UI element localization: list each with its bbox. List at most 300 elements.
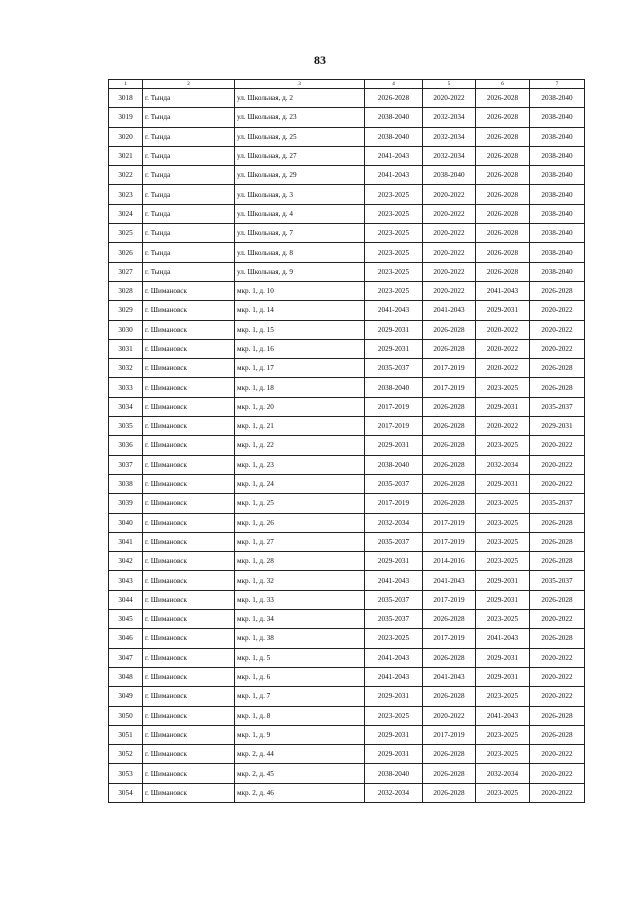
period-cell: 2020-2022 — [423, 89, 476, 108]
table-row — [109, 417, 585, 436]
table-row — [109, 204, 585, 223]
table-row — [109, 89, 585, 108]
period-cell: 2041-2043 — [365, 166, 423, 185]
row-number-cell: 3044 — [109, 590, 143, 609]
period-cell: 2023-2025 — [476, 494, 530, 513]
city-cell: г. Шимановск — [143, 513, 235, 532]
row-number-cell: 3026 — [109, 243, 143, 262]
column-header: 6 — [476, 80, 530, 89]
address-cell: мкр. 1, д. 33 — [235, 590, 365, 609]
table-row — [109, 281, 585, 300]
period-cell: 2017-2019 — [423, 590, 476, 609]
city-cell: г. Тында — [143, 108, 235, 127]
period-cell: 2026-2028 — [476, 224, 530, 243]
period-cell: 2038-2040 — [530, 166, 585, 185]
period-cell: 2041-2043 — [365, 571, 423, 590]
period-cell: 2017-2019 — [365, 417, 423, 436]
period-cell: 2020-2022 — [530, 764, 585, 783]
address-cell: ул. Школьная, д. 3 — [235, 185, 365, 204]
table-row — [109, 610, 585, 629]
address-cell: мкр. 1, д. 18 — [235, 378, 365, 397]
city-cell: г. Шимановск — [143, 764, 235, 783]
address-cell: ул. Школьная, д. 4 — [235, 204, 365, 223]
row-number-cell: 3053 — [109, 764, 143, 783]
period-cell: 2020-2022 — [530, 320, 585, 339]
period-cell: 2029-2031 — [476, 571, 530, 590]
period-cell: 2023-2025 — [476, 513, 530, 532]
table-row — [109, 397, 585, 416]
period-cell: 2038-2040 — [530, 243, 585, 262]
period-cell: 2026-2028 — [423, 494, 476, 513]
period-cell: 2035-2037 — [365, 359, 423, 378]
period-cell: 2020-2022 — [530, 610, 585, 629]
city-cell: г. Тында — [143, 89, 235, 108]
row-number-cell: 3029 — [109, 301, 143, 320]
city-cell: г. Шимановск — [143, 783, 235, 802]
period-cell: 2023-2025 — [476, 783, 530, 802]
row-number-cell: 3023 — [109, 185, 143, 204]
period-cell: 2026-2028 — [530, 706, 585, 725]
address-cell: мкр. 1, д. 14 — [235, 301, 365, 320]
period-cell: 2038-2040 — [530, 108, 585, 127]
period-cell: 2023-2025 — [365, 224, 423, 243]
period-cell: 2041-2043 — [423, 571, 476, 590]
table-row — [109, 339, 585, 358]
period-cell: 2026-2028 — [423, 610, 476, 629]
city-cell: г. Тында — [143, 185, 235, 204]
address-cell: мкр. 1, д. 26 — [235, 513, 365, 532]
period-cell: 2041-2043 — [476, 629, 530, 648]
row-number-cell: 3037 — [109, 455, 143, 474]
table-row — [109, 185, 585, 204]
period-cell: 2032-2034 — [365, 513, 423, 532]
period-cell: 2032-2034 — [423, 127, 476, 146]
city-cell: г. Шимановск — [143, 590, 235, 609]
address-cell: ул. Школьная, д. 25 — [235, 127, 365, 146]
period-cell: 2017-2019 — [423, 629, 476, 648]
period-cell: 2041-2043 — [365, 648, 423, 667]
city-cell: г. Шимановск — [143, 397, 235, 416]
period-cell: 2026-2028 — [530, 281, 585, 300]
period-cell: 2029-2031 — [476, 648, 530, 667]
address-cell: мкр. 2, д. 44 — [235, 745, 365, 764]
period-cell: 2041-2043 — [476, 706, 530, 725]
table-row — [109, 513, 585, 532]
row-number-cell: 3041 — [109, 532, 143, 551]
period-cell: 2017-2019 — [423, 532, 476, 551]
address-cell: ул. Школьная, д. 2 — [235, 89, 365, 108]
period-cell: 2026-2028 — [423, 474, 476, 493]
period-cell: 2026-2028 — [530, 629, 585, 648]
city-cell: г. Шимановск — [143, 571, 235, 590]
table-row — [109, 571, 585, 590]
period-cell: 2026-2028 — [423, 745, 476, 764]
row-number-cell: 3021 — [109, 146, 143, 165]
table-row — [109, 783, 585, 802]
city-cell: г. Шимановск — [143, 320, 235, 339]
row-number-cell: 3038 — [109, 474, 143, 493]
table-row — [109, 667, 585, 686]
period-cell: 2020-2022 — [530, 667, 585, 686]
period-cell: 2026-2028 — [423, 648, 476, 667]
city-cell: г. Тында — [143, 146, 235, 165]
address-cell: мкр. 1, д. 28 — [235, 552, 365, 571]
period-cell: 2026-2028 — [476, 108, 530, 127]
period-cell: 2026-2028 — [476, 146, 530, 165]
period-cell: 2038-2040 — [530, 146, 585, 165]
period-cell: 2038-2040 — [365, 378, 423, 397]
table-header — [109, 80, 585, 89]
period-cell: 2029-2031 — [476, 667, 530, 686]
table-row — [109, 301, 585, 320]
address-cell: мкр. 2, д. 46 — [235, 783, 365, 802]
table-row — [109, 474, 585, 493]
period-cell: 2020-2022 — [476, 359, 530, 378]
period-cell: 2038-2040 — [365, 455, 423, 474]
address-cell: ул. Школьная, д. 9 — [235, 262, 365, 281]
period-cell: 2017-2019 — [423, 378, 476, 397]
period-cell: 2029-2031 — [530, 417, 585, 436]
period-cell: 2026-2028 — [530, 725, 585, 744]
period-cell: 2038-2040 — [365, 764, 423, 783]
table-row — [109, 378, 585, 397]
period-cell: 2026-2028 — [423, 397, 476, 416]
period-cell: 2026-2028 — [423, 687, 476, 706]
period-cell: 2023-2025 — [365, 243, 423, 262]
city-cell: г. Шимановск — [143, 687, 235, 706]
city-cell: г. Шимановск — [143, 725, 235, 744]
table-row — [109, 725, 585, 744]
column-header: 5 — [423, 80, 476, 89]
row-number-cell: 3022 — [109, 166, 143, 185]
address-cell: мкр. 1, д. 23 — [235, 455, 365, 474]
period-cell: 2029-2031 — [476, 301, 530, 320]
city-cell: г. Шимановск — [143, 494, 235, 513]
address-cell: мкр. 1, д. 7 — [235, 687, 365, 706]
table-row — [109, 706, 585, 725]
row-number-cell: 3034 — [109, 397, 143, 416]
period-cell: 2029-2031 — [365, 745, 423, 764]
period-cell: 2020-2022 — [423, 281, 476, 300]
period-cell: 2026-2028 — [476, 262, 530, 281]
address-cell: ул. Школьная, д. 23 — [235, 108, 365, 127]
address-cell: мкр. 1, д. 15 — [235, 320, 365, 339]
address-cell: мкр. 1, д. 17 — [235, 359, 365, 378]
period-cell: 2029-2031 — [365, 320, 423, 339]
period-cell: 2026-2028 — [476, 204, 530, 223]
city-cell: г. Шимановск — [143, 417, 235, 436]
period-cell: 2035-2037 — [365, 610, 423, 629]
city-cell: г. Тында — [143, 243, 235, 262]
address-cell: мкр. 1, д. 34 — [235, 610, 365, 629]
address-cell: мкр. 1, д. 25 — [235, 494, 365, 513]
period-cell: 2026-2028 — [530, 552, 585, 571]
period-cell: 2032-2034 — [476, 455, 530, 474]
row-number-cell: 3046 — [109, 629, 143, 648]
city-cell: г. Шимановск — [143, 281, 235, 300]
address-cell: мкр. 1, д. 32 — [235, 571, 365, 590]
period-cell: 2029-2031 — [365, 436, 423, 455]
period-cell: 2032-2034 — [476, 764, 530, 783]
period-cell: 2020-2022 — [530, 301, 585, 320]
table-row — [109, 648, 585, 667]
city-cell: г. Шимановск — [143, 629, 235, 648]
period-cell: 2023-2025 — [476, 436, 530, 455]
period-cell: 2026-2028 — [423, 436, 476, 455]
data-table — [108, 79, 585, 803]
table-row — [109, 494, 585, 513]
address-cell: ул. Школьная, д. 27 — [235, 146, 365, 165]
city-cell: г. Шимановск — [143, 301, 235, 320]
period-cell: 2041-2043 — [423, 667, 476, 686]
table-row — [109, 166, 585, 185]
period-cell: 2029-2031 — [476, 590, 530, 609]
city-cell: г. Тында — [143, 127, 235, 146]
period-cell: 2023-2025 — [476, 610, 530, 629]
city-cell: г. Шимановск — [143, 610, 235, 629]
address-cell: мкр. 1, д. 6 — [235, 667, 365, 686]
city-cell: г. Шимановск — [143, 474, 235, 493]
period-cell: 2026-2028 — [423, 339, 476, 358]
period-cell: 2023-2025 — [365, 281, 423, 300]
row-number-cell: 3052 — [109, 745, 143, 764]
row-number-cell: 3019 — [109, 108, 143, 127]
period-cell: 2020-2022 — [476, 339, 530, 358]
city-cell: г. Тында — [143, 166, 235, 185]
address-cell: ул. Школьная, д. 7 — [235, 224, 365, 243]
period-cell: 2017-2019 — [423, 513, 476, 532]
row-number-cell: 3036 — [109, 436, 143, 455]
table-row — [109, 320, 585, 339]
period-cell: 2038-2040 — [530, 89, 585, 108]
period-cell: 2026-2028 — [530, 378, 585, 397]
period-cell: 2017-2019 — [423, 725, 476, 744]
period-cell: 2020-2022 — [423, 185, 476, 204]
city-cell: г. Шимановск — [143, 436, 235, 455]
period-cell: 2020-2022 — [530, 783, 585, 802]
period-cell: 2035-2037 — [365, 532, 423, 551]
period-cell: 2020-2022 — [423, 262, 476, 281]
row-number-cell: 3047 — [109, 648, 143, 667]
period-cell: 2026-2028 — [476, 127, 530, 146]
period-cell: 2041-2043 — [365, 667, 423, 686]
city-cell: г. Тында — [143, 204, 235, 223]
address-cell: мкр. 2, д. 45 — [235, 764, 365, 783]
column-header: 2 — [143, 80, 235, 89]
column-header: 3 — [235, 80, 365, 89]
period-cell: 2038-2040 — [530, 204, 585, 223]
table-row — [109, 108, 585, 127]
column-header: 4 — [365, 80, 423, 89]
city-cell: г. Шимановск — [143, 359, 235, 378]
address-cell: мкр. 1, д. 16 — [235, 339, 365, 358]
period-cell: 2023-2025 — [476, 532, 530, 551]
row-number-cell: 3031 — [109, 339, 143, 358]
period-cell: 2026-2028 — [476, 89, 530, 108]
period-cell: 2020-2022 — [530, 436, 585, 455]
row-number-cell: 3042 — [109, 552, 143, 571]
city-cell: г. Шимановск — [143, 455, 235, 474]
table-row — [109, 127, 585, 146]
period-cell: 2026-2028 — [530, 590, 585, 609]
period-cell: 2029-2031 — [476, 474, 530, 493]
period-cell: 2026-2028 — [530, 513, 585, 532]
city-cell: г. Шимановск — [143, 552, 235, 571]
city-cell: г. Шимановск — [143, 378, 235, 397]
period-cell: 2020-2022 — [530, 474, 585, 493]
table-row — [109, 590, 585, 609]
row-number-cell: 3028 — [109, 281, 143, 300]
period-cell: 2041-2043 — [476, 281, 530, 300]
period-cell: 2023-2025 — [365, 204, 423, 223]
row-number-cell: 3035 — [109, 417, 143, 436]
period-cell: 2020-2022 — [530, 745, 585, 764]
period-cell: 2023-2025 — [476, 725, 530, 744]
address-cell: мкр. 1, д. 38 — [235, 629, 365, 648]
table-body — [109, 89, 585, 803]
period-cell: 2026-2028 — [365, 89, 423, 108]
period-cell: 2020-2022 — [423, 224, 476, 243]
period-cell: 2029-2031 — [365, 339, 423, 358]
period-cell: 2017-2019 — [365, 494, 423, 513]
table-row — [109, 243, 585, 262]
period-cell: 2032-2034 — [365, 783, 423, 802]
period-cell: 2020-2022 — [476, 417, 530, 436]
period-cell: 2023-2025 — [365, 262, 423, 281]
city-cell: г. Тында — [143, 224, 235, 243]
address-cell: мкр. 1, д. 21 — [235, 417, 365, 436]
table-row — [109, 629, 585, 648]
period-cell: 2038-2040 — [530, 224, 585, 243]
period-cell: 2023-2025 — [365, 185, 423, 204]
period-cell: 2041-2043 — [423, 301, 476, 320]
row-number-cell: 3050 — [109, 706, 143, 725]
city-cell: г. Шимановск — [143, 532, 235, 551]
period-cell: 2026-2028 — [423, 764, 476, 783]
period-cell: 2026-2028 — [423, 320, 476, 339]
address-cell: мкр. 1, д. 8 — [235, 706, 365, 725]
row-number-cell: 3043 — [109, 571, 143, 590]
row-number-cell: 3039 — [109, 494, 143, 513]
table-row — [109, 745, 585, 764]
period-cell: 2026-2028 — [423, 417, 476, 436]
row-number-cell: 3045 — [109, 610, 143, 629]
city-cell: г. Шимановск — [143, 339, 235, 358]
period-cell: 2026-2028 — [530, 359, 585, 378]
period-cell: 2035-2037 — [530, 494, 585, 513]
table-row — [109, 687, 585, 706]
period-cell: 2020-2022 — [530, 339, 585, 358]
row-number-cell: 3049 — [109, 687, 143, 706]
table-row — [109, 532, 585, 551]
city-cell: г. Шимановск — [143, 648, 235, 667]
row-number-cell: 3027 — [109, 262, 143, 281]
period-cell: 2020-2022 — [530, 648, 585, 667]
period-cell: 2020-2022 — [423, 204, 476, 223]
row-number-cell: 3024 — [109, 204, 143, 223]
period-cell: 2020-2022 — [476, 320, 530, 339]
city-cell: г. Шимановск — [143, 745, 235, 764]
row-number-cell: 3040 — [109, 513, 143, 532]
period-cell: 2038-2040 — [365, 108, 423, 127]
row-number-cell: 3033 — [109, 378, 143, 397]
period-cell: 2023-2025 — [365, 629, 423, 648]
period-cell: 2023-2025 — [476, 745, 530, 764]
period-cell: 2020-2022 — [530, 687, 585, 706]
period-cell: 2020-2022 — [423, 243, 476, 262]
period-cell: 2020-2022 — [530, 455, 585, 474]
period-cell: 2020-2022 — [423, 706, 476, 725]
city-cell: г. Шимановск — [143, 706, 235, 725]
period-cell: 2032-2034 — [423, 108, 476, 127]
row-number-cell: 3048 — [109, 667, 143, 686]
period-cell: 2014-2016 — [423, 552, 476, 571]
row-number-cell: 3051 — [109, 725, 143, 744]
city-cell: г. Тында — [143, 262, 235, 281]
table-row — [109, 359, 585, 378]
period-cell: 2029-2031 — [365, 687, 423, 706]
table-row — [109, 262, 585, 281]
period-cell: 2035-2037 — [365, 590, 423, 609]
table-row — [109, 764, 585, 783]
period-cell: 2026-2028 — [423, 783, 476, 802]
period-cell: 2035-2037 — [530, 571, 585, 590]
table-row — [109, 224, 585, 243]
period-cell: 2038-2040 — [365, 127, 423, 146]
period-cell: 2041-2043 — [365, 146, 423, 165]
period-cell: 2038-2040 — [530, 127, 585, 146]
period-cell: 2041-2043 — [365, 301, 423, 320]
address-cell: мкр. 1, д. 5 — [235, 648, 365, 667]
header-row — [109, 80, 585, 89]
period-cell: 2017-2019 — [423, 359, 476, 378]
period-cell: 2023-2025 — [476, 552, 530, 571]
period-cell: 2023-2025 — [476, 378, 530, 397]
period-cell: 2038-2040 — [530, 185, 585, 204]
period-cell: 2026-2028 — [530, 532, 585, 551]
period-cell: 2029-2031 — [365, 552, 423, 571]
period-cell: 2035-2037 — [365, 474, 423, 493]
row-number-cell: 3030 — [109, 320, 143, 339]
table-row — [109, 146, 585, 165]
row-number-cell: 3025 — [109, 224, 143, 243]
row-number-cell: 3054 — [109, 783, 143, 802]
period-cell: 2017-2019 — [365, 397, 423, 416]
address-cell: мкр. 1, д. 22 — [235, 436, 365, 455]
period-cell: 2032-2034 — [423, 146, 476, 165]
address-cell: ул. Школьная, д. 29 — [235, 166, 365, 185]
period-cell: 2038-2040 — [423, 166, 476, 185]
row-number-cell: 3032 — [109, 359, 143, 378]
page-number: 83 — [314, 53, 326, 67]
period-cell: 2023-2025 — [476, 687, 530, 706]
column-header: 1 — [109, 80, 143, 89]
period-cell: 2023-2025 — [365, 706, 423, 725]
row-number-cell: 3018 — [109, 89, 143, 108]
city-cell: г. Шимановск — [143, 667, 235, 686]
period-cell: 2026-2028 — [423, 455, 476, 474]
address-cell: мкр. 1, д. 24 — [235, 474, 365, 493]
address-cell: мкр. 1, д. 27 — [235, 532, 365, 551]
address-cell: мкр. 1, д. 9 — [235, 725, 365, 744]
address-cell: мкр. 1, д. 20 — [235, 397, 365, 416]
period-cell: 2026-2028 — [476, 185, 530, 204]
period-cell: 2035-2037 — [530, 397, 585, 416]
address-cell: ул. Школьная, д. 8 — [235, 243, 365, 262]
table-row — [109, 436, 585, 455]
address-cell: мкр. 1, д. 10 — [235, 281, 365, 300]
table-row — [109, 455, 585, 474]
